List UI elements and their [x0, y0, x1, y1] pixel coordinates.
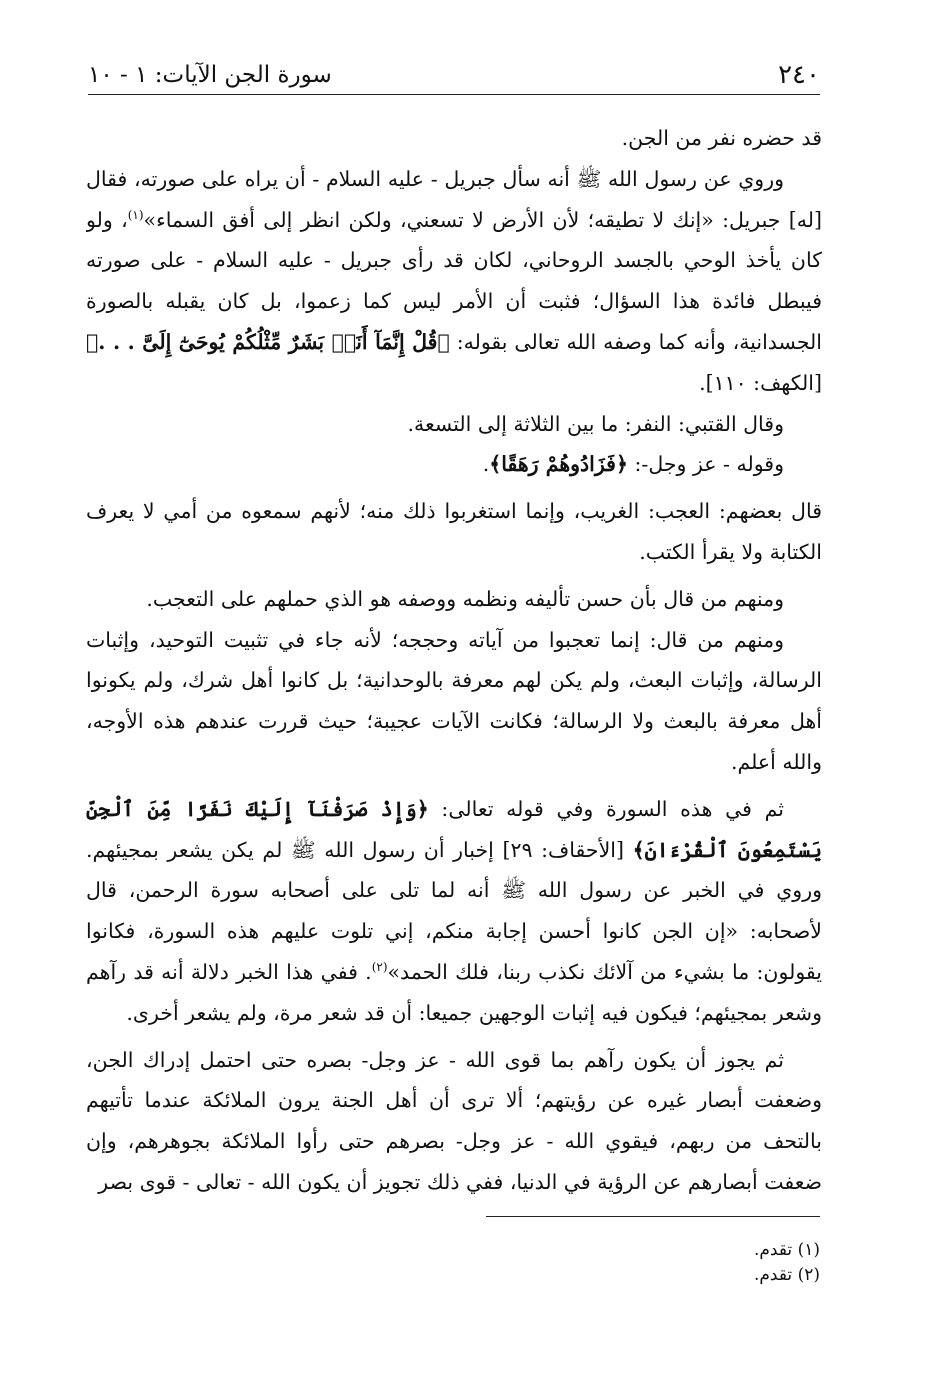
paragraph-text: ومنهم من قال: إنما تعجبوا من آياته وحججه؛ لأنه جاء في تثبيت التوحيد، وإثبات الرسالة، وإثبات البعث، ولم يكن لهم معرفة بالوحدانية؛ بل كانوا أهل شرك، ولم يكونوا أهل معرفة بالبعث ولا الرسالة؛ فكانت الآيات عجيبة؛ حيث قررت عندهم هذه الأوجه، والله أعلم. — [86, 627, 822, 774]
paragraph-text: ثم في هذه السورة وفي قوله تعالى: — [428, 796, 784, 821]
paragraph-8 — [86, 789, 822, 1034]
paragraph-text: . — [482, 452, 490, 477]
paragraph-text: وقال القتبي: النفر: ما بين الثلاثة إلى التسعة. — [407, 411, 784, 436]
paragraph-text: قال بعضهم: العجب: الغريب، وإنما استغربوا ذلك منه؛ لأنهم سمعوه من أمي لا يعرف الكتابة ولا يقرأ الكتب. — [86, 499, 822, 564]
paragraph-7 — [86, 620, 822, 783]
running-title: سورة الجن الآيات: ١ - ١٠ — [88, 62, 332, 88]
paragraph-1 — [86, 118, 822, 159]
paragraph-text: ، ولو كان يأخذ الوحي بالجسد الروحاني، لكان قد رأى جبريل - عليه السلام - على صورته فيبطل فائدة هذا السؤال؛ فثبت أن الأمر ليس كما زعموا، بل كان يقبله بالصورة الجسدانية، وأنه كما وصفه الله تعالى بقوله: — [86, 207, 822, 354]
page-number: ٢٤٠ — [778, 60, 820, 90]
quran-reference: [الكهف: ١١٠]. — [699, 370, 822, 395]
footnote-2: (٢) تقدم. — [753, 1265, 820, 1285]
paragraph-text: وقوله - عز وجل-: — [628, 452, 784, 477]
paragraph-5 — [86, 491, 822, 573]
footnote-marker-2[interactable]: (٢) — [371, 960, 388, 975]
paragraph-text: . ففي هذا الخبر دلالة أنه قد رآهم وشعر بمجيئهم؛ فيكون فيه إثبات الوجهين جميعا: أن قد شعر مرة، ولم يشعر أخرى. — [86, 959, 822, 1025]
quran-verse: ﴿وَإِذْ صَرَفْنَآ إِلَيْكَ نَفَرًا مِّنَ ٱلْجِنِّ يَسْتَمِعُونَ ٱلْقُرْءَانَ﴾ — [86, 796, 822, 862]
paragraph-6 — [86, 579, 822, 620]
quran-verse: ﴿فَزَادُوهُمْ رَهَقًا﴾ — [489, 452, 628, 477]
paragraph-4 — [86, 444, 822, 485]
body-text — [86, 118, 822, 1210]
footnote-divider — [486, 1216, 820, 1217]
quran-verse: ﴿قُلْ إِنَّمَآ أَنَا۠ بَشَرٌ مِّثْلُكُمْ يُوحَىٰٓ إِلَىَّ . . .﴾ — [86, 329, 450, 354]
paragraph-3 — [86, 404, 822, 445]
paragraph-2 — [86, 159, 822, 404]
footnotes — [500, 1238, 820, 1288]
paragraph-text: قد حضره نفر من الجن. — [621, 126, 822, 150]
paragraph-text: ومنهم من قال بأن حسن تأليفه ونظمه ووصفه هو الذي حملهم على التعجب. — [146, 586, 784, 611]
footnote-1: (١) تقدم. — [753, 1240, 820, 1260]
paragraph-9 — [86, 1040, 822, 1203]
paragraph-text: ثم يجوز أن يكون رآهم بما قوى الله - عز وجل- بصره حتى احتمل إدراك الجن، وضعفت أبصار غيره عن رؤيتهم؛ ألا ترى أن أهل الجنة يرون الملائكة عندما تأتيهم بالتحف من ربهم، فيقوي الله - عز وجل- بصرهم حتى رأوا الملائكة بجوهرهم، وإن ضعفت أبصارهم عن الرؤية في الدنيا، ففي ذلك تجويز أن يكون الله - تعالى - قوى بصر — [86, 1047, 822, 1194]
page-header — [88, 58, 820, 95]
paragraph-text: [الأحقاف: ٢٩] إخبار أن رسول الله ﷺ لم يكن يشعر بمجيئهم. وروي في الخبر عن رسول الله ﷺ أنه لما تلى على أصحابه سورة الرحمن، قال لأصحابه: «إن الجن كانوا أحسن إجابة منكم، إني تلوت عليهم هذه السورة، فكانوا يقولون: ما بشيء من آلائك نكذب ربنا، فلك الحمد» — [86, 837, 822, 984]
footnote-marker-1[interactable]: (١) — [127, 207, 144, 222]
paragraph-text: وروي عن رسول الله ﷺ أنه سأل جبريل - عليه السلام - أن يراه على صورته، فقال [له] جبريل: «إنك لا تطيقه؛ لأن الأرض لا تسعني، ولكن انظر إلى أفق السماء» — [86, 166, 822, 232]
